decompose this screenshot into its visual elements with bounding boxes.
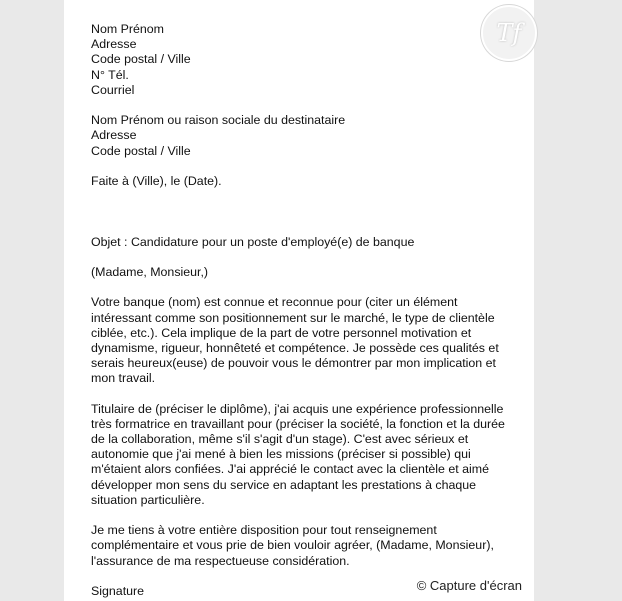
paragraph-line: serais heureux(euse) de pouvoir vous le démontrer par mon implication et (91, 356, 496, 371)
recipient-name: Nom Prénom ou raison sociale du destinataire (91, 113, 346, 128)
paragraph-line: ciblée, etc.). Cela implique de la part de votre personnel motivation et (91, 325, 472, 340)
sender-block (91, 22, 531, 98)
paragraph-line: très formatrice en travaillant pour (préciser la société, la fonction et la durée (91, 416, 505, 431)
sender-email: Courriel (91, 82, 135, 97)
subject-line: Objet : Candidature pour un poste d'employé(e) de banque (91, 234, 415, 249)
paragraph-line: situation particulière. (91, 492, 205, 507)
paragraph-line: complémentaire et vous prie de bien vouloir agréer, (Madame, Monsieur), (91, 538, 494, 553)
sender-name: Nom Prénom (91, 22, 164, 36)
letter-body (91, 22, 531, 599)
salutation: (Madame, Monsieur,) (91, 265, 209, 279)
recipient-block (91, 113, 531, 159)
paragraph-3 (91, 523, 531, 569)
paragraph-line: Je me tiens à votre entière disposition pour tout renseignement (91, 523, 437, 538)
sender-phone: N° Tél. (91, 67, 129, 82)
paragraph-line: Votre banque (nom) est connue et reconnue pour (citer un élément (91, 295, 458, 310)
logo-text: Tf (496, 19, 522, 47)
paragraph-2 (91, 402, 531, 508)
paragraph-line: l'assurance de ma respectueuse considération. (91, 553, 350, 568)
terrafemina-logo-icon (481, 5, 537, 61)
paragraph-line: Titulaire de (préciser le diplôme), j'ai acquis une expérience professionnelle (91, 401, 504, 416)
paragraph-line: de la collaboration, même s'il s'agit d'un stage). C'est avec sérieux et (91, 432, 469, 447)
signature: Signature (91, 583, 145, 598)
sender-address: Adresse (91, 37, 137, 52)
paragraph-line: mon travail. (91, 371, 156, 386)
letter-page (64, 0, 534, 601)
paragraph-line: intéressant comme son positionnement sur le marché, le type de clientèle (91, 310, 495, 325)
sender-postal: Code postal / Ville (91, 52, 191, 67)
copyright-caption: © Capture d'écran (416, 578, 522, 593)
recipient-postal: Code postal / Ville (91, 143, 191, 158)
paragraph-line: dynamisme, rigueur, honnêteté et compétence. Je possède ces qualités et (91, 340, 499, 355)
recipient-address: Adresse (91, 128, 137, 143)
date-line: Faite à (Ville), le (Date). (91, 173, 222, 188)
paragraph-1 (91, 295, 531, 386)
paragraph-line: m'étaient alors confiées. J'ai apprécié le contact avec la clientèle et aimé (91, 462, 490, 477)
paragraph-line: développer mon sens du service en adaptant les prestations à chaque (91, 477, 477, 492)
paragraph-line: autonomie que j'ai mené à bien les missions (préciser si possible) qui (91, 447, 471, 462)
